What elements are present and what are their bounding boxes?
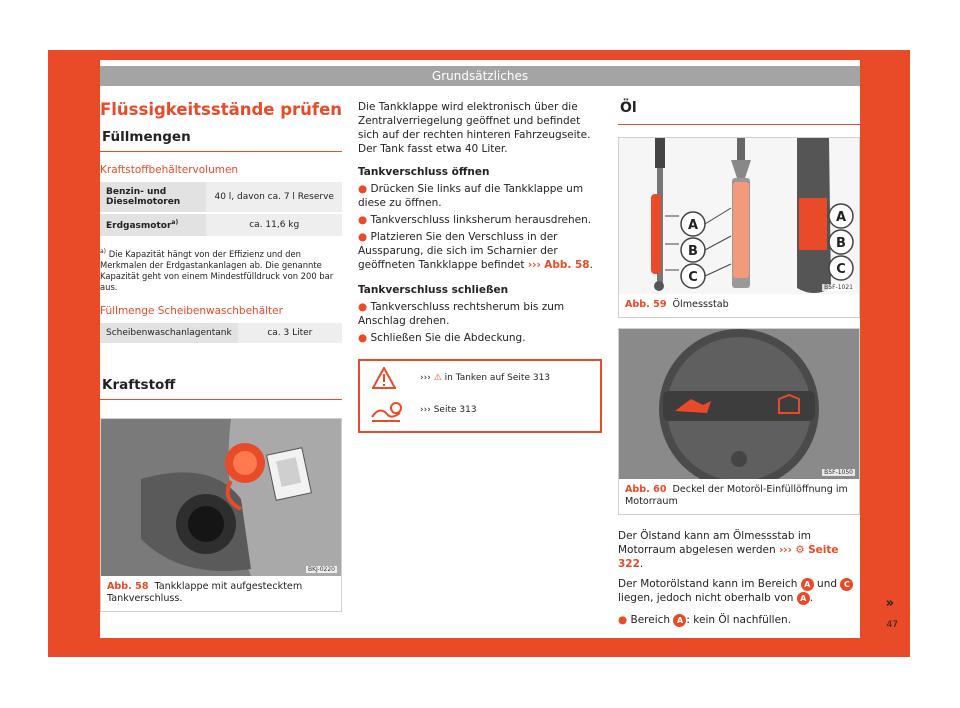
paragraph-text: Der Ölstand kann am Ölmessstab im Motorraum abgelesen werden: [618, 530, 812, 556]
bullet-icon: ●: [358, 301, 368, 313]
list-item-text: Drücken Sie links auf die Tankklappe um diese zu öffnen.: [358, 183, 584, 209]
page-reference-link[interactable]: Seite 322: [618, 544, 839, 570]
list-item-text: Tankverschluss linksherum herausdrehen.: [370, 214, 592, 226]
page-ref-line[interactable]: [420, 405, 477, 415]
table-row: [100, 213, 342, 237]
figure-caption: [619, 479, 859, 514]
warning-ref-text: in Tanken auf Seite 313: [444, 373, 551, 383]
figure-label: Abb. 58: [107, 580, 149, 592]
chapter-header: Grundsätzliches: [100, 66, 860, 86]
environment-note-icon: ⚙: [795, 544, 805, 556]
ref-arrows: ›››: [778, 544, 792, 556]
figure-code: B5F-1050: [824, 469, 853, 476]
tank-volume-heading: Kraftstoffbehältervolumen: [100, 164, 239, 176]
figure-caption-text: Tankklappe mit aufgestecktem Tankverschluss.: [107, 580, 303, 604]
oil-cap-photo: [619, 329, 859, 479]
table-row: [100, 182, 342, 213]
table-value: ca. 11,6 kg: [206, 213, 342, 237]
ref-arrows: ›››: [420, 373, 431, 383]
footnote: [100, 246, 342, 293]
list-item-text: Tankverschluss rechtsherum bis zum Anschlag drehen.: [358, 301, 565, 327]
figure-reference-link[interactable]: Abb. 58: [544, 259, 590, 271]
table-key-text: Erdgasmotor: [106, 221, 172, 231]
figure-caption: [619, 294, 859, 317]
list-item: [358, 331, 602, 345]
list-item: [358, 182, 602, 210]
table-key: [100, 213, 206, 237]
figure-60: [618, 328, 860, 515]
area-a-badge: A: [801, 578, 814, 591]
table-value: ca. 3 Liter: [238, 323, 342, 344]
page-number: 47: [886, 620, 898, 630]
area-a-badge: A: [673, 614, 686, 627]
open-heading: Tankverschluss öffnen: [358, 166, 490, 178]
table-key: Scheibenwaschanlagentank: [100, 323, 238, 344]
footnote-text: Die Kapazität hängt von der Effizienz und den Merkmalen der Erdgastankanlagen ab. Die genannte Kapazität geht von einem Mindestfülldruck von 200 bar aus.: [100, 248, 334, 292]
close-heading: Tankverschluss schließen: [358, 284, 509, 296]
footnote-ref: a): [171, 219, 179, 226]
list-item-text: Schließen Sie die Abdeckung.: [370, 332, 526, 344]
oil-paragraph-1: Der Ölstand kann am Ölmessstab im Motorraum abgelesen werden ››› ⚙ Seite 322.: [618, 530, 839, 570]
warning-small-icon: ⚠: [433, 373, 442, 383]
column-middle: [358, 100, 602, 433]
figure-58: [100, 418, 342, 612]
bullet-icon: ●: [358, 332, 368, 344]
figure-caption-text: Deckel der Motoröl-Einfüllöffnung im Motorraum: [625, 484, 848, 507]
area-c-badge: C: [840, 578, 853, 591]
list-item-text: Platzieren Sie den Verschluss in der Aussparung, die sich im Scharnier der geöffneten Tankklappe befindet: [358, 231, 558, 271]
figure-label: Abb. 60: [625, 484, 667, 495]
environment-note-icon: [370, 401, 404, 425]
dipstick-label-c: C: [688, 270, 698, 285]
table-key: Benzin- und Dieselmotoren: [100, 182, 206, 213]
list-item: ● Platzieren Sie den Verschluss in der Aussparung, die sich im Scharnier der geöffneten Tankklappe befindet ››› Abb. 58.: [358, 231, 593, 271]
paragraph-text: Der Motorölstand kann im Bereich: [618, 578, 798, 590]
warning-triangle-icon: [372, 367, 396, 389]
table-value: 40 l, davon ca. 7 l Reserve: [206, 182, 342, 213]
washer-table: [100, 323, 342, 345]
dipstick-label-b: B: [688, 244, 698, 259]
column-right: [618, 100, 860, 627]
ref-arrows: ›››: [420, 405, 431, 415]
figure-caption: [101, 576, 341, 611]
bullet-icon: ●: [358, 214, 368, 226]
bullet-icon: ●: [358, 231, 368, 243]
table-row: [100, 323, 342, 344]
footnote-mark: a): [100, 248, 107, 255]
figure-code: B5F-1021: [824, 284, 853, 291]
figure-label: Abb. 59: [625, 299, 667, 310]
fuel-flap-illustration: [101, 419, 341, 576]
list-item: [358, 213, 602, 227]
paragraph-text: und: [817, 578, 838, 590]
list-item: [358, 300, 602, 328]
list-item-text: : kein Öl nachfüllen.: [686, 614, 792, 626]
figure-59: [618, 137, 860, 318]
dipstick-label-a: A: [835, 210, 847, 225]
fuel-flap-photo: [101, 419, 341, 576]
bullet-icon: ●: [618, 614, 628, 626]
column-left: [100, 100, 342, 612]
section-heading-kraftstoff: Kraftstoff: [100, 377, 342, 400]
oil-cap-illustration: [619, 329, 859, 479]
figure-reference-arrow: ›››: [527, 259, 541, 271]
tank-volume-table: [100, 182, 342, 238]
section-heading-oel: Öl: [618, 100, 860, 125]
intro-paragraph: Die Tankklappe wird elektronisch über die Zentralverriegelung geöffnet und befindet sich auf der rechten hinteren Fahrzeugseite. Der Tank fasst etwa 40 Liter.: [358, 101, 591, 155]
figure-code: BKJ-0220: [307, 565, 335, 573]
warning-box: [358, 359, 602, 433]
warning-ref-line[interactable]: [420, 373, 550, 383]
bullet-icon: ●: [358, 183, 368, 195]
list-item: [618, 613, 860, 627]
page-ref-text: Seite 313: [433, 405, 477, 415]
washer-heading: Füllmenge Scheibenwaschbehälter: [100, 304, 283, 317]
dipstick-label-a: A: [687, 218, 699, 233]
figure-caption-text: Ölmessstab: [672, 299, 729, 310]
dipstick-illustration: [619, 138, 859, 294]
section-heading-fuellmengen: Füllmengen: [100, 129, 342, 152]
dipstick-label-c: C: [836, 262, 846, 277]
list-item-text: Bereich: [630, 614, 671, 626]
continue-mark: »: [885, 596, 894, 611]
dipstick-illustration-area: [619, 138, 859, 294]
oil-paragraph-2: Der Motorölstand kann im Bereich A und C liegen, jedoch nicht oberhalb von A .: [618, 577, 860, 605]
page-title: Flüssigkeitsstände prüfen: [100, 100, 343, 119]
dipstick-label-b: B: [836, 236, 846, 251]
paragraph-text: liegen, jedoch nicht oberhalb von: [618, 592, 794, 604]
area-a-badge: A: [797, 592, 810, 605]
